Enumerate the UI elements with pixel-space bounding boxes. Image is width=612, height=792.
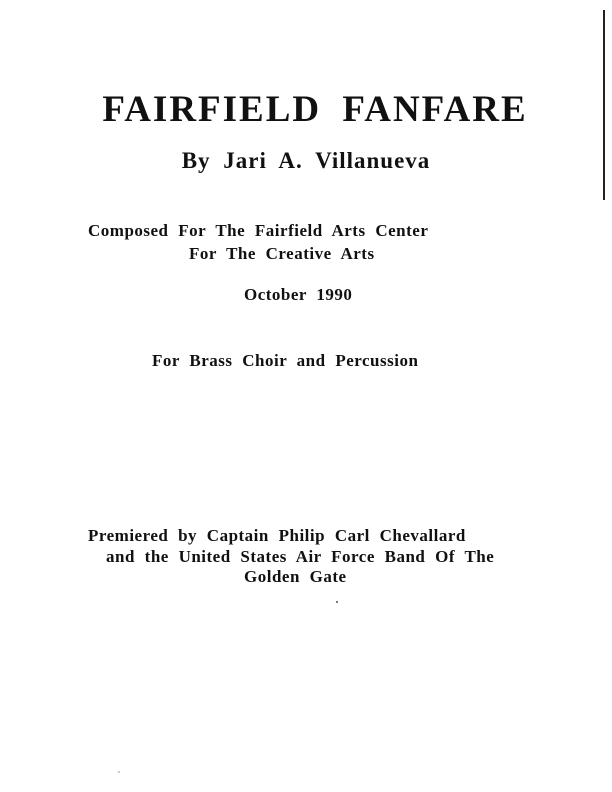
composition-date: October 1990 bbox=[244, 285, 353, 304]
page-title: FAIRFIELD FANFARE bbox=[102, 89, 528, 130]
commission-line-2: For The Creative Arts bbox=[189, 244, 375, 263]
scan-speck bbox=[336, 601, 338, 603]
premiere-line-2: and the United States Air Force Band Of The bbox=[106, 547, 495, 566]
premiere-line-1: Premiered by Captain Philip Carl Chevallard bbox=[88, 526, 466, 545]
scan-speck bbox=[118, 771, 120, 773]
commission-line-1: Composed For The Fairfield Arts Center bbox=[88, 221, 429, 240]
author-line: By Jari A. Villanueva bbox=[181, 148, 431, 173]
premiere-line-3: Golden Gate bbox=[244, 567, 347, 586]
instrumentation-line: For Brass Choir and Percussion bbox=[152, 351, 419, 370]
